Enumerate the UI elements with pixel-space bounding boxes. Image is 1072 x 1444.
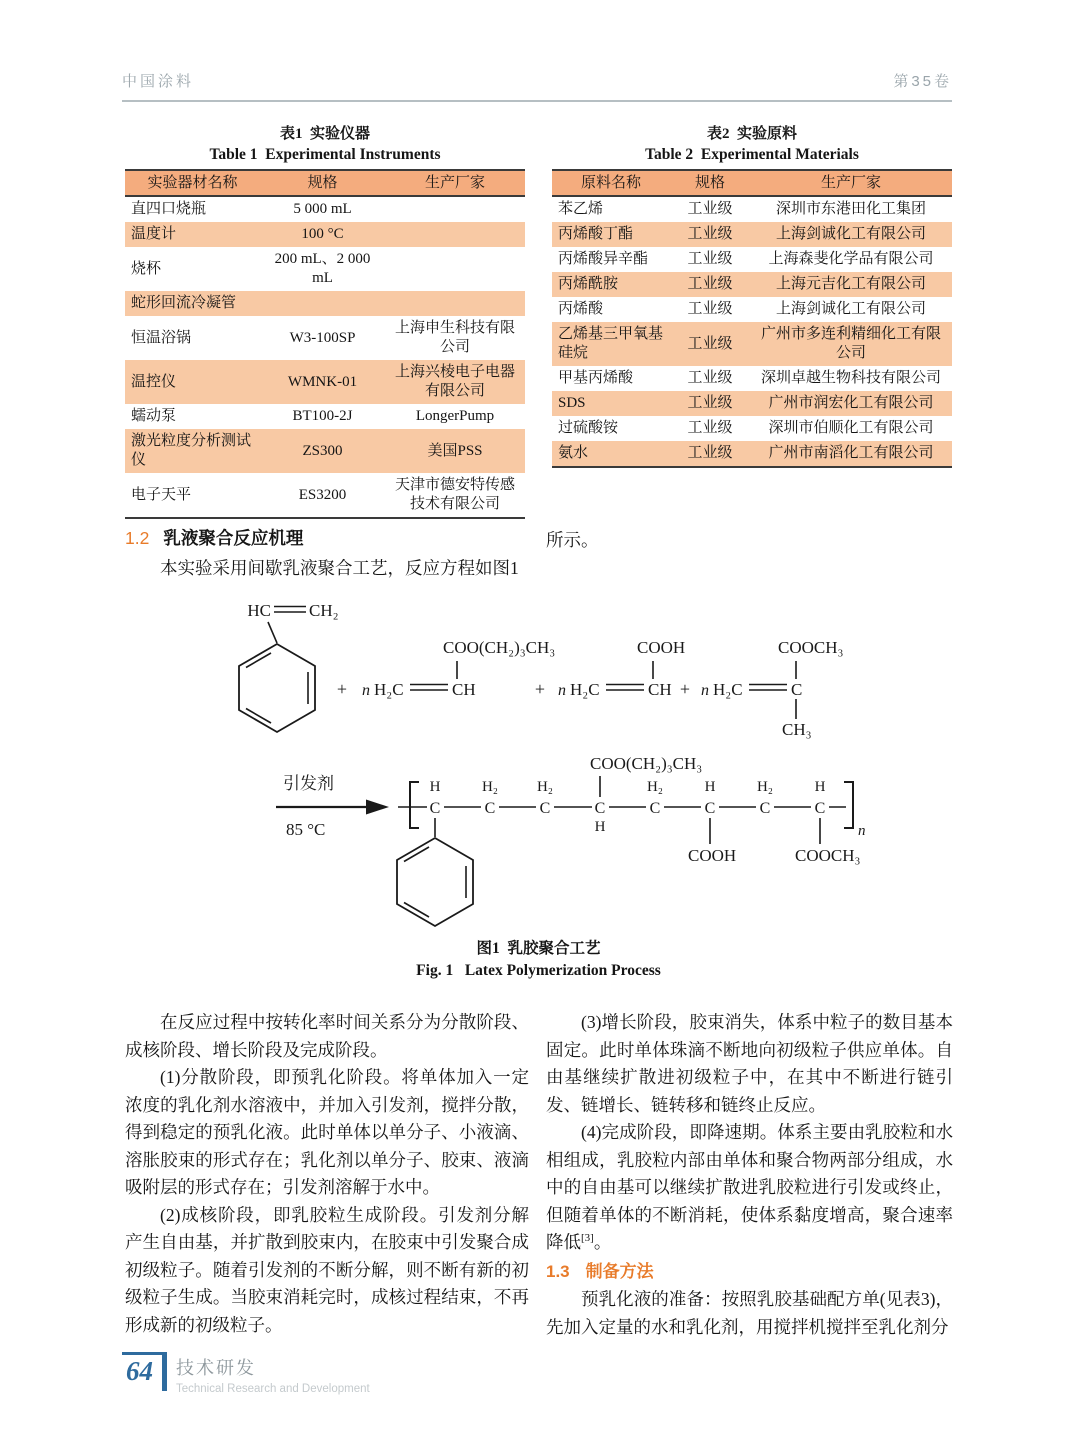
formula-label: COOH <box>688 846 737 865</box>
column-header: 实验器材名称 <box>147 175 238 191</box>
page-number-box <box>122 1352 167 1391</box>
table-row <box>552 297 952 322</box>
table-cell: 激光粒度分析测试仪 <box>131 433 252 468</box>
table-cell: 恒温浴锅 <box>131 329 192 346</box>
paragraph: 预乳化液的准备：按照乳胶基础配方单(见表3)，先加入定量的水和乳化剂，用搅拌机搅拌至乳化剂分 <box>546 1289 953 1337</box>
formula-label: HC <box>247 601 271 620</box>
table-cell: 深圳市东港田化工集团 <box>775 201 926 217</box>
chain-atom: C <box>594 800 606 817</box>
column-header: 规格 <box>307 175 338 191</box>
table-row <box>552 272 952 297</box>
table-cell: 工业级 <box>687 251 733 267</box>
table-cell: 上海剑诚化工有限公司 <box>775 301 926 317</box>
table-header-row <box>552 170 952 196</box>
table-row <box>552 366 952 391</box>
table-cell: 直四口烧瓶 <box>131 201 207 217</box>
table-cell: 过硫酸铵 <box>558 420 619 436</box>
plus-sign: + <box>534 679 546 699</box>
paragraph: (1)分散阶段，即预乳化阶段。将单体加入一定浓度的乳化剂水溶液中，并加入引发剂，搅拌分散，得到稳定的预乳化液。此时单体以单分子、小液滴、溶胀胶束的形式存在；乳化剂以单分子、胶束、液滴吸附层的形式存在；引发剂溶解于水中。 <box>125 1067 529 1197</box>
journal-name: 中国涂料 <box>122 73 195 90</box>
table-cell: 上海森斐化学品有限公司 <box>768 251 934 267</box>
chain-h: H <box>814 779 826 795</box>
table-cell: 5 000 mL <box>293 201 352 217</box>
citation-superscript: [3] <box>581 1232 594 1245</box>
formula-label: COOH <box>637 638 686 657</box>
figure-caption-block <box>125 936 952 980</box>
formula-label: COOCH₃ <box>795 846 861 865</box>
table-cell: 美国PSS <box>427 442 483 459</box>
table-header-row <box>125 170 525 196</box>
table-row <box>125 316 525 360</box>
table-cell <box>385 222 525 247</box>
chain-h: H₂ <box>481 779 499 795</box>
chain-atom: C <box>484 800 496 817</box>
column-header: 生产厂家 <box>820 175 881 191</box>
table-cell: 工业级 <box>687 301 733 317</box>
column-header: 规格 <box>694 175 725 191</box>
table-cell: 苯乙烯 <box>558 201 604 217</box>
formula-label: COO(CH₂)₃CH₃ <box>443 638 556 657</box>
chain-atom: C <box>539 800 551 817</box>
column-header: 生产厂家 <box>424 175 485 191</box>
table-cell: 氨水 <box>558 445 589 461</box>
formula-label: n <box>701 682 709 699</box>
page-number: 64 <box>126 1356 153 1386</box>
table-cell: 上海兴棱电子电器有限公司 <box>394 364 515 399</box>
table-row <box>552 416 952 441</box>
table-cell: 工业级 <box>687 226 733 242</box>
table-row <box>125 429 525 473</box>
formula-label: COOCH₃ <box>778 638 844 657</box>
page-footer <box>122 1352 370 1395</box>
chain-h: H₂ <box>646 779 664 795</box>
reaction-scheme-figure <box>140 585 1000 935</box>
chain-h: H <box>704 779 716 795</box>
table-1-caption-cn: 表1 实验仪器 <box>279 126 370 142</box>
table-cell: 100 °C <box>301 226 344 242</box>
section-number: 1.2 <box>125 528 150 548</box>
table-cell: 蠕动泵 <box>131 408 177 424</box>
paragraph: 本实验采用间歇乳液聚合工艺，反应方程如图1 <box>160 558 519 578</box>
chain-atom: C <box>649 800 661 817</box>
table-cell: 工业级 <box>687 335 733 352</box>
chain-h: H₂ <box>756 779 774 795</box>
table-cell: W3-100SP <box>289 329 356 346</box>
formula-label: COO(CH₂)₃CH₃ <box>590 754 703 773</box>
chain-h: H₂ <box>536 779 554 795</box>
figure-caption-cn: 图1 乳胶聚合工艺 <box>476 940 601 957</box>
table-cell <box>385 291 525 316</box>
chain-h: H <box>429 779 441 795</box>
table-row <box>552 196 952 222</box>
repeat-subscript: n <box>858 823 866 839</box>
table-row <box>552 441 952 467</box>
table-cell: ES3200 <box>298 486 347 503</box>
plus-sign: + <box>679 679 691 699</box>
table-row <box>125 291 525 316</box>
table-row <box>125 196 525 222</box>
section-title: 制备方法 <box>585 1261 654 1281</box>
formula-label: CH₃ <box>782 720 812 739</box>
table-cell: 乙烯基三甲氧基硅烷 <box>558 326 664 361</box>
table-2-block <box>552 122 952 468</box>
table-cell: 广州市南滔化工有限公司 <box>768 445 934 461</box>
paragraph <box>546 1119 953 1257</box>
formula-label: CH₂ <box>309 601 339 620</box>
chain-atom: C <box>704 800 716 817</box>
table-1-caption-en: Table 1 Experimental Instruments <box>209 146 441 163</box>
paragraph: (3)增长阶段，胶束消失，体系中粒子的数目基本固定。此时单体珠滴不断地向初级粒子供应单体。自由基继续扩散进初级粒子中，在其中不断进行链引发、链增长、链转移和链终止反应。 <box>546 1012 953 1115</box>
table-2-caption-en: Table 2 Experimental Materials <box>645 146 859 163</box>
table-cell: 工业级 <box>687 395 733 411</box>
table-row <box>125 473 525 518</box>
initiator-label: 引发剂 <box>283 774 334 793</box>
table-cell: 广州市润宏化工有限公司 <box>768 395 934 411</box>
footer-label-cn: 技术研发 <box>176 1358 256 1378</box>
table-cell: WMNK-01 <box>287 373 358 390</box>
table-cell: 温控仪 <box>131 373 177 390</box>
chain-atom: C <box>759 800 771 817</box>
table-cell: 温度计 <box>131 226 177 242</box>
chain-atom: C <box>814 800 826 817</box>
table-cell: 丙烯酸 <box>558 301 604 317</box>
table-row <box>552 322 952 366</box>
footer-label-en: Technical Research and Development <box>176 1383 370 1395</box>
arrowhead <box>366 800 389 815</box>
table-cell: 深圳市伯顺化工有限公司 <box>768 420 934 436</box>
table-cell: 电子天平 <box>131 486 192 503</box>
table-cell: 甲基丙烯酸 <box>558 370 634 386</box>
running-head <box>122 70 952 102</box>
table-2-caption-cn: 表2 实验原料 <box>706 126 797 142</box>
paragraph-text: (4)完成阶段，即降速期。体系主要由乳胶粒和水相组成，乳胶粒内部由单体和聚合物两部分组成，水中的自由基可以继续扩散进乳胶粒进行引发或终止，但随着单体的不断消耗，使体系黏度增高，聚合速率降低 <box>546 1122 953 1252</box>
section-title: 乳液聚合反应机理 <box>163 528 304 548</box>
chain-h: H <box>594 819 606 835</box>
instruments-table <box>125 169 525 519</box>
formula-label: n <box>558 682 566 699</box>
table-cell: 深圳卓越生物科技有限公司 <box>760 370 941 386</box>
table-row <box>125 222 525 247</box>
table-cell: 工业级 <box>687 420 733 436</box>
table-cell: 烧杯 <box>131 260 162 277</box>
table-row <box>552 247 952 272</box>
table-cell: 天津市德安特传感技术有限公司 <box>394 477 515 512</box>
table-cell <box>260 291 385 316</box>
table-cell: 上海剑诚化工有限公司 <box>775 226 926 242</box>
figure-caption-en: Fig. 1 Latex Polymerization Process <box>416 962 661 979</box>
paragraph-text: 。 <box>593 1232 612 1252</box>
table-cell: 200 mL、2 000 mL <box>274 251 371 286</box>
table-cell: 蛇形回流冷凝管 <box>131 295 237 311</box>
table-cell: 丙烯酸异辛酯 <box>558 251 649 267</box>
column-header: 原料名称 <box>580 175 641 191</box>
table-cell: ZS300 <box>302 442 343 459</box>
table-cell: 上海申生科技有限公司 <box>394 320 515 355</box>
table-row <box>125 404 525 429</box>
materials-table <box>552 169 952 468</box>
right-column <box>546 1009 953 1341</box>
table-cell: BT100-2J <box>292 408 353 424</box>
left-column <box>125 1009 529 1339</box>
temperature-label: 85 °C <box>286 820 326 839</box>
volume-label: 第35卷 <box>893 73 952 90</box>
formula-label: H₂C <box>713 680 743 699</box>
formula-label: C <box>791 680 803 699</box>
table-row <box>552 222 952 247</box>
chain-atom: C <box>429 800 441 817</box>
table-row <box>125 247 525 291</box>
formula-label: CH <box>648 680 672 699</box>
table-cell: 工业级 <box>687 201 733 217</box>
section-1-3-heading <box>546 1258 953 1286</box>
table-cell: 工业级 <box>687 370 733 386</box>
paragraph: (2)成核阶段，即乳胶粒生成阶段。引发剂分解产生自由基，并扩散到胶束内，在胶束中引发聚合成初级粒子。随着引发剂的不断分解，则不断有新的初级粒子生成。当胶束消耗完时，成核过程结束，不再形成新的初级粒子。 <box>125 1204 529 1335</box>
table-cell: 丙烯酰胺 <box>558 276 619 292</box>
section-number: 1.3 <box>546 1261 570 1281</box>
table-cell: 丙烯酸丁酯 <box>558 226 634 242</box>
section-1-2-heading <box>125 524 527 552</box>
table-row <box>552 391 952 416</box>
table-cell <box>385 196 525 222</box>
table-cell: 广州市多连利精细化工有限公司 <box>760 326 941 361</box>
table-cell: SDS <box>558 395 586 411</box>
table-1-block <box>125 122 525 519</box>
table-cell: LongerPump <box>415 408 495 424</box>
formula-label: H₂C <box>570 680 600 699</box>
table-cell: 工业级 <box>687 276 733 292</box>
formula-label: CH <box>452 680 476 699</box>
table-cell <box>385 247 525 291</box>
table-row <box>125 360 525 404</box>
continuation-text: 所示。 <box>546 530 599 550</box>
plus-sign: + <box>336 679 348 699</box>
formula-label: n <box>362 682 370 699</box>
table-cell: 上海元吉化工有限公司 <box>775 276 926 292</box>
footer-labels <box>167 1352 370 1395</box>
table-cell: 工业级 <box>687 445 733 461</box>
section-1-2 <box>125 524 527 582</box>
formula-label: H₂C <box>374 680 404 699</box>
paragraph: 在反应过程中按转化率时间关系分为分散阶段、成核阶段、增长阶段及完成阶段。 <box>125 1012 529 1060</box>
